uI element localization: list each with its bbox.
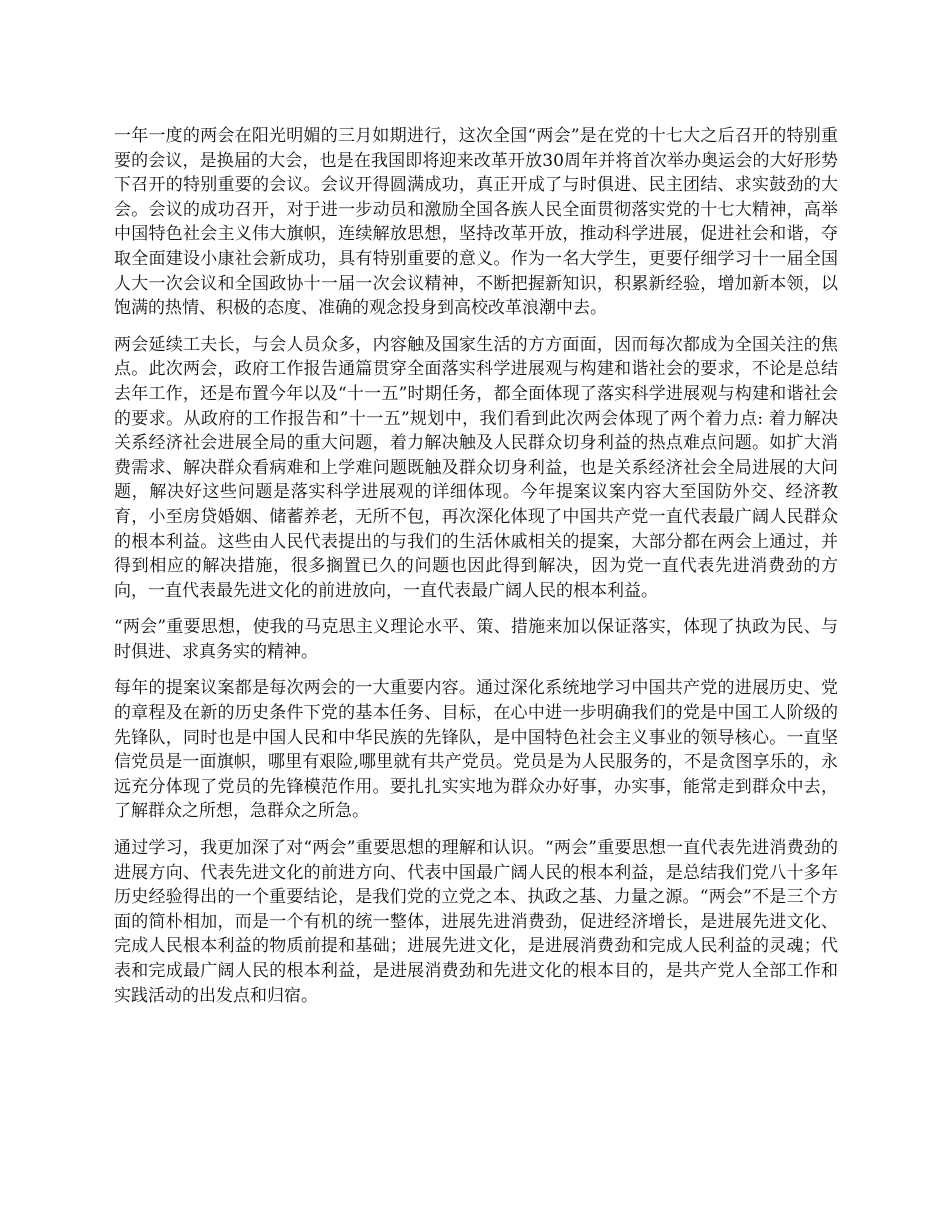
paragraph-4: 每年的提案议案都是每次两会的一大重要内容。通过深化系统地学习中国共产党的进展历史、党的章程及在新的历史条件下党的基本任务、目标，在心中进一步明确我们的党是中国工人阶级的先锋队，同时也是中国人民和中华民族的先锋队，是中国特色社会主义事业的领导核心。一直坚信党员是一面旗帜，哪里有艰险,哪里就有共产党员。党员是为人民服务的，不是贪图享乐的，永远充分体现了党员的先锋模范作用。要扎扎实实地为群众办好事，办实事，能常走到群众中去，了解群众之所想，急群众之所急。: [114, 678, 838, 822]
paragraph-2: 两会延续工夫长，与会人员众多，内容触及国家生活的方方面面，因而每次都成为全国关注的焦点。此次两会，政府工作报告通篇贯穿全面落实科学进展观与构建和谐社会的要求，不论是总结去年工作，还是布置今年以及“十一五”时期任务，都全面体现了落实科学进展观与构建和谐社会的要求。从政府的工作报告和”十一五”规划中，我们看到此次两会体现了两个着力点: 着力解决关系经济社会进展全局的重大问题，着力解决触及人民群众切身利益的热点难点问题。如扩大消费需求、解决群众看病难和上学难问题既触及群众切身利益，也是关系经济社会全局进展的大问题，解决好这些问题是落实科学进展观的详细体现。今年提案议案内容大至国防外交、经济教育，小至房贷婚姻、储蓄养老，无所不包，再次深化体现了中国共产党一直代表最广阔人民群众的根本利益。这些由人民代表提出的与我们的生活休戚相关的提案，大部分都在两会上通过，并得到相应的解决措施，很多搁置已久的问题也因此得到解决，因为党一直代表先进消费劲的方向，一直代表最先进文化的前进放向，一直代表最广阔人民的根本利益。: [114, 334, 838, 601]
paragraph-5: 通过学习，我更加深了对“两会”重要思想的理解和认识。“两会”重要思想一直代表先进消费劲的进展方向、代表先进文化的前进方向、代表中国最广阔人民的根本利益，是总结我们党八十多年历史经验得出的一个重要结论，是我们党的立党之本、执政之基、力量之源。“两会”不是三个方面的简朴相加，而是一个有机的统一整体，进展先进消费劲，促进经济增长，是进展先进文化、完成人民根本利益的物质前提和基础；进展先进文化，是进展消费劲和完成人民利益的灵魂；代表和完成最广阔人民的根本利益，是进展消费劲和先进文化的根本目的，是共产党人全部工作和实践活动的出发点和归宿。: [114, 838, 838, 1006]
document-body: [114, 124, 838, 1020]
paragraph-3: “两会”重要思想，使我的马克思主义理论水平、策、措施来加以保证落实，体现了执政为民、与时俱进、求真务实的精神。: [114, 617, 838, 662]
paragraph-1: 一年一度的两会在阳光明媚的三月如期进行，这次全国“两会”是在党的十七大之后召开的特别重要的会议，是换届的大会，也是在我国即将迎来改革开放30周年并将首次举办奥运会的大好形势下召开的特别重要的会议。会议开得圆满成功，真正开成了与时俱进、民主团结、求实鼓劲的大会。会议的成功召开，对于进一步动员和激励全国各族人民全面贯彻落实党的十七大精神，高举中国特色社会主义伟大旗帜，连续解放思想，坚持改革开放，推动科学进展，促进社会和谐，夺取全面建设小康社会新成功，具有特别重要的意义。作为一名大学生，更要仔细学习十一届全国人大一次会议和全国政协十一届一次会议精神，不断把握新知识，积累新经验，增加新本领，以饱满的热情、积极的态度、准确的观念投身到高校改革浪潮中去。: [114, 126, 838, 319]
